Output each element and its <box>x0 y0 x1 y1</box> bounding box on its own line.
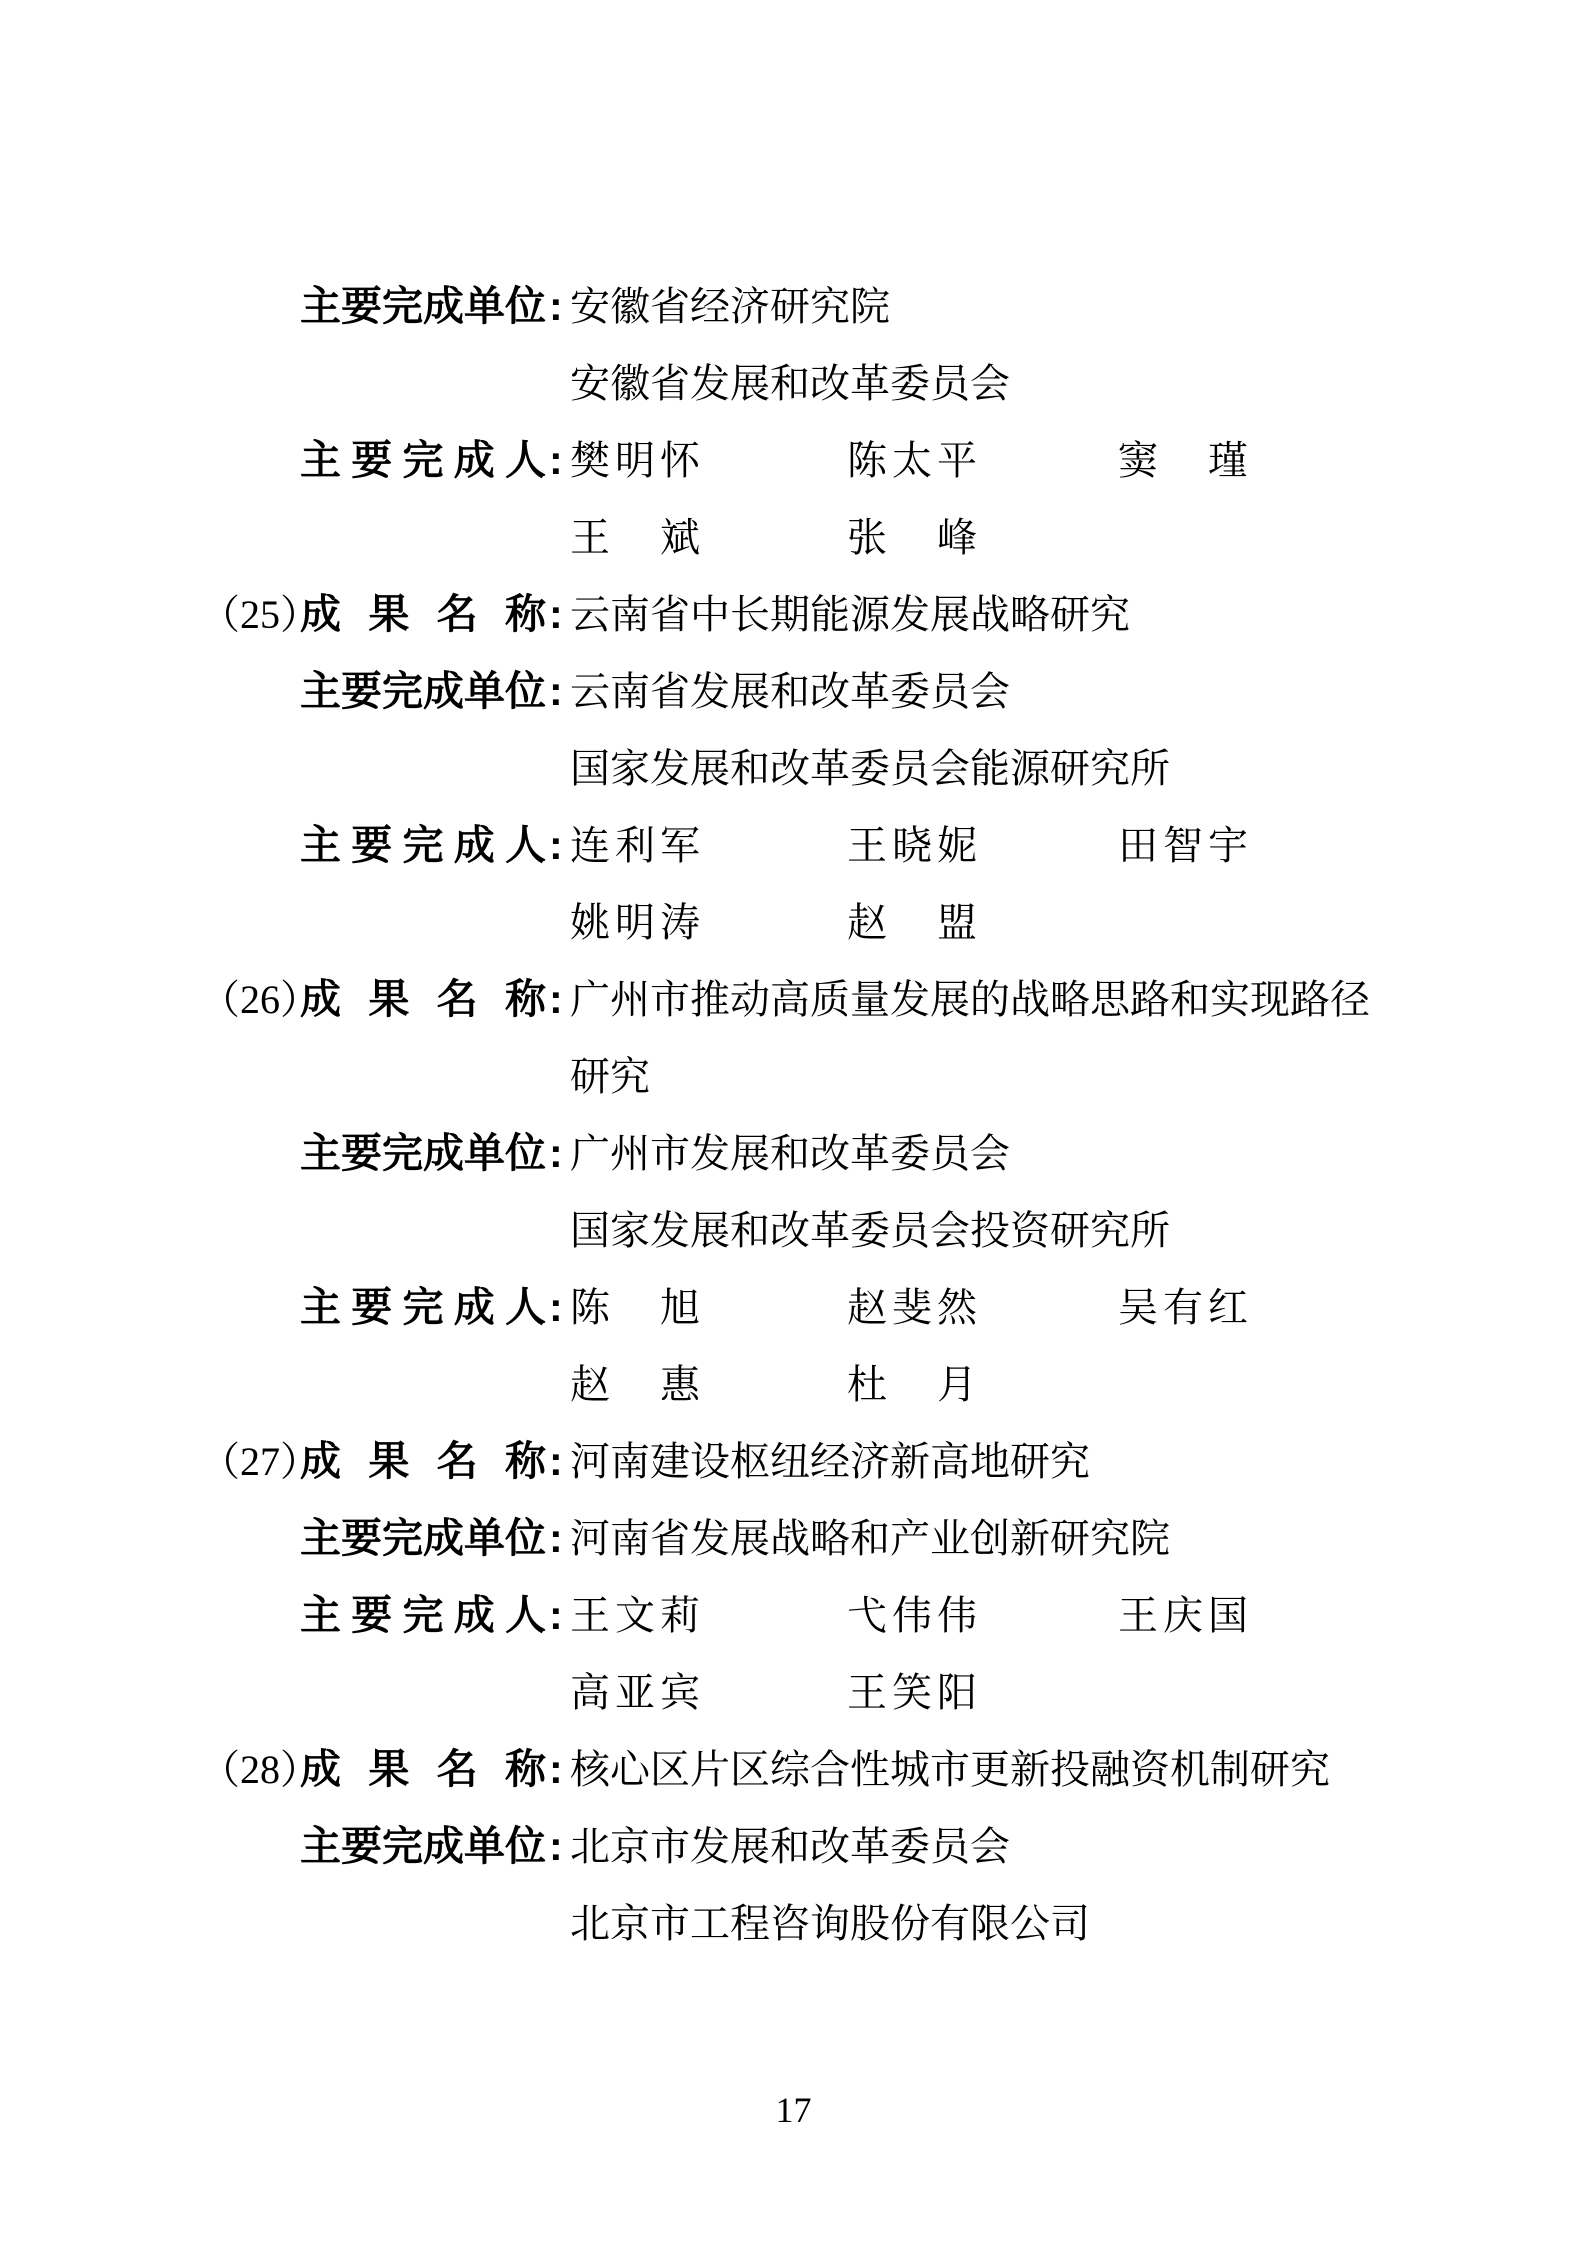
result-title-line <box>0 1731 1587 1808</box>
person-name: 杜 月 <box>847 1362 982 1407</box>
person-name: 王笑阳 <box>847 1670 982 1715</box>
person-name: 张 峰 <box>847 515 982 560</box>
result-title-line <box>0 576 1587 653</box>
people-continuation-line <box>0 499 1587 576</box>
person-name: 高亚宾 <box>570 1670 705 1715</box>
field-label-main-units: 主要完成单位 <box>300 668 546 714</box>
unit-name: 北京市发展和改革委员会 <box>570 1824 1010 1869</box>
person-name: 窦 瑾 <box>1118 438 1253 483</box>
field-label-main-people: 主要完成人 <box>300 822 546 868</box>
field-label-result-name: 成果名称 <box>300 591 546 637</box>
person-name: 弋伟伟 <box>847 1593 982 1638</box>
unit-name: 安徽省发展和改革委员会 <box>570 361 1010 406</box>
result-title: 云南省中长期能源发展战略研究 <box>570 592 1130 637</box>
people-continuation-line <box>0 884 1587 961</box>
unit-name: 北京市工程咨询股份有限公司 <box>570 1901 1090 1946</box>
label-colon: : <box>549 1284 563 1330</box>
label-colon: : <box>549 1438 563 1484</box>
label-colon: : <box>549 283 563 329</box>
result-title-continuation-line <box>0 1038 1587 1115</box>
field-label-result-name: 成果名称 <box>300 976 546 1022</box>
person-name: 王 斌 <box>570 515 705 560</box>
label-colon: : <box>549 1130 563 1176</box>
label-colon: : <box>549 591 563 637</box>
people-label-line <box>0 1269 1587 1346</box>
person-name: 赵 盟 <box>847 900 982 945</box>
unit-label-line <box>0 1808 1587 1885</box>
unit-name: 安徽省经济研究院 <box>570 284 890 329</box>
unit-continuation-line <box>0 730 1587 807</box>
result-title-line <box>0 961 1587 1038</box>
label-colon: : <box>549 822 563 868</box>
result-title-line <box>0 1423 1587 1500</box>
unit-continuation-line <box>0 1192 1587 1269</box>
unit-name: 河南省发展战略和产业创新研究院 <box>570 1516 1170 1561</box>
person-name: 王文莉 <box>570 1593 705 1638</box>
field-label-main-people: 主要完成人 <box>300 1592 546 1638</box>
people-continuation-line <box>0 1346 1587 1423</box>
label-colon: : <box>549 1746 563 1792</box>
unit-continuation-line <box>0 345 1587 422</box>
label-colon: : <box>549 668 563 714</box>
field-label-result-name: 成果名称 <box>300 1438 546 1484</box>
label-colon: : <box>549 976 563 1022</box>
label-colon: : <box>549 1823 563 1869</box>
unit-continuation-line <box>0 1885 1587 1962</box>
person-name: 赵斐然 <box>847 1285 982 1330</box>
field-label-main-people: 主要完成人 <box>300 1284 546 1330</box>
label-colon: : <box>549 1515 563 1561</box>
person-name: 姚明涛 <box>570 900 705 945</box>
unit-name: 云南省发展和改革委员会 <box>570 669 1010 714</box>
people-label-line <box>0 807 1587 884</box>
person-name: 王晓妮 <box>847 823 982 868</box>
unit-name: 国家发展和改革委员会投资研究所 <box>570 1208 1170 1253</box>
person-name: 田智宇 <box>1118 823 1253 868</box>
people-continuation-line <box>0 1654 1587 1731</box>
unit-label-line <box>0 1115 1587 1192</box>
field-label-main-units: 主要完成单位 <box>300 283 546 329</box>
result-title: 研究 <box>570 1054 650 1099</box>
result-title: 河南建设枢纽经济新高地研究 <box>570 1439 1090 1484</box>
entry-number: （26） <box>200 977 320 1022</box>
people-label-line <box>0 1577 1587 1654</box>
person-name: 连利军 <box>570 823 705 868</box>
label-colon: : <box>549 437 563 483</box>
unit-label-line <box>0 268 1587 345</box>
field-label-main-units: 主要完成单位 <box>300 1130 546 1176</box>
unit-label-line <box>0 1500 1587 1577</box>
result-title: 广州市推动高质量发展的战略思路和实现路径 <box>570 977 1370 1022</box>
label-colon: : <box>549 1592 563 1638</box>
unit-label-line <box>0 653 1587 730</box>
field-label-main-units: 主要完成单位 <box>300 1515 546 1561</box>
field-label-main-people: 主要完成人 <box>300 437 546 483</box>
person-name: 樊明怀 <box>570 438 705 483</box>
page-number: 17 <box>775 2090 812 2130</box>
person-name: 赵 惠 <box>570 1362 705 1407</box>
field-label-main-units: 主要完成单位 <box>300 1823 546 1869</box>
field-label-result-name: 成果名称 <box>300 1746 546 1792</box>
entry-number: （27） <box>200 1439 320 1484</box>
unit-name: 广州市发展和改革委员会 <box>570 1131 1010 1176</box>
result-title: 核心区片区综合性城市更新投融资机制研究 <box>570 1747 1330 1792</box>
people-label-line <box>0 422 1587 499</box>
entry-number: （28） <box>200 1747 320 1792</box>
person-name: 陈 旭 <box>570 1285 705 1330</box>
person-name: 吴有红 <box>1118 1285 1253 1330</box>
person-name: 陈太平 <box>847 438 982 483</box>
person-name: 王庆国 <box>1118 1593 1253 1638</box>
unit-name: 国家发展和改革委员会能源研究所 <box>570 746 1170 791</box>
entry-number: （25） <box>200 592 320 637</box>
